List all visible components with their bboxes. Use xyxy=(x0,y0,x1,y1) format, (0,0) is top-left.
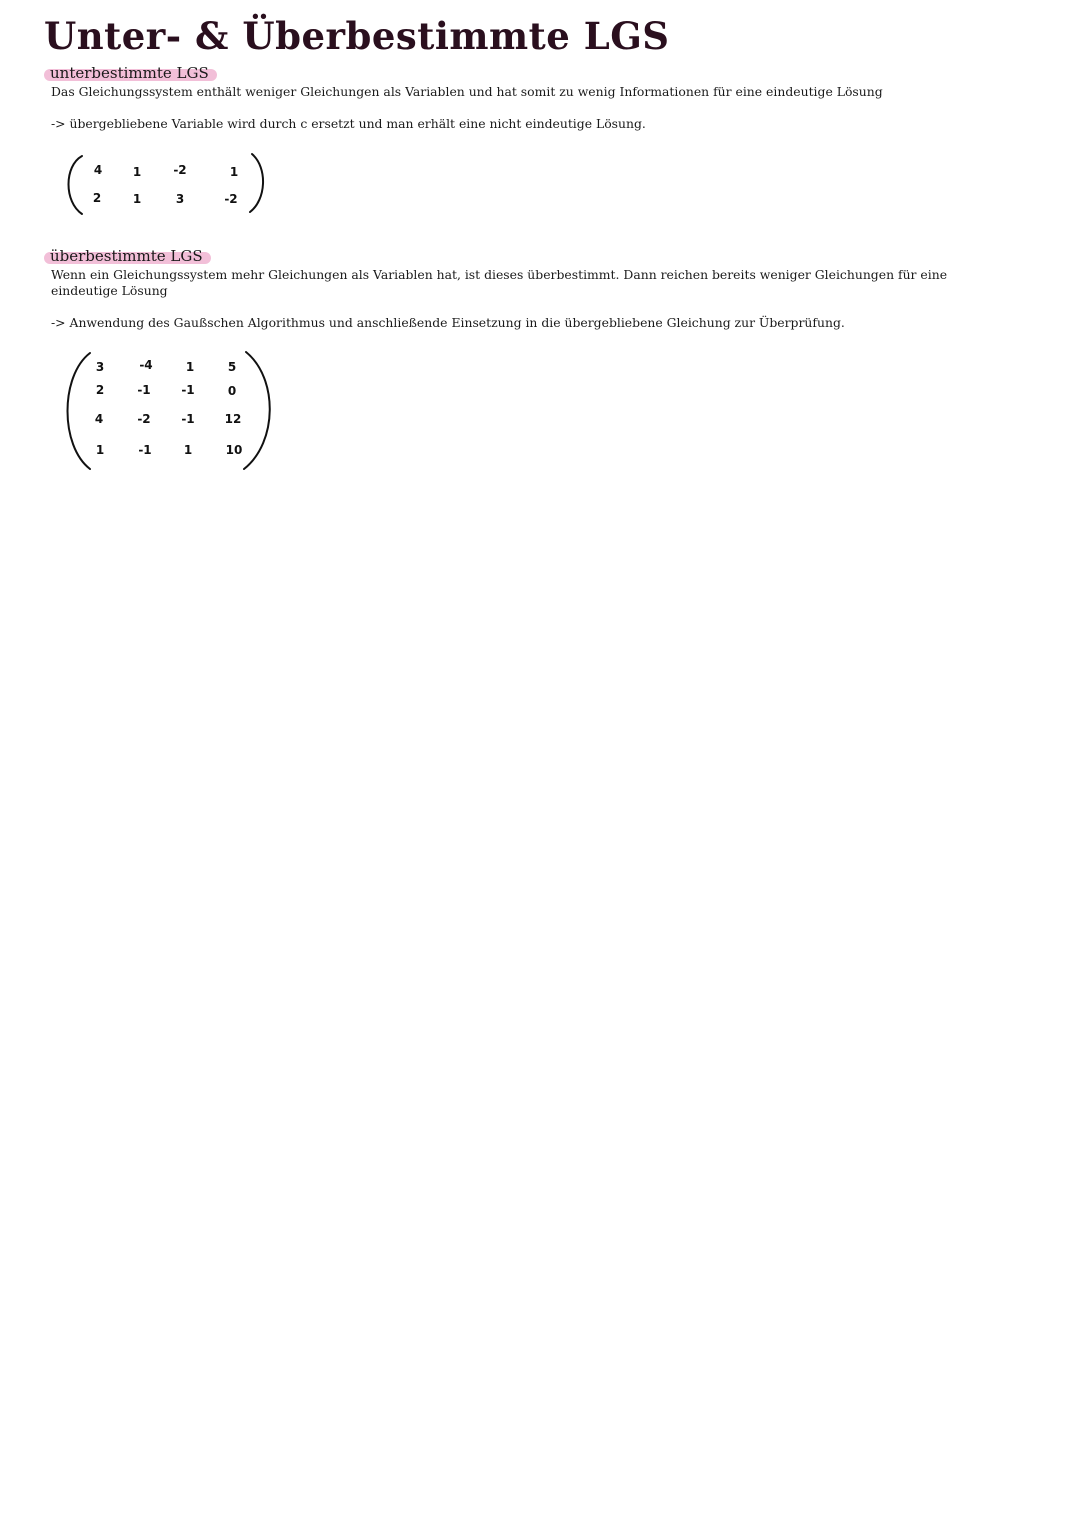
section-heading-underdetermined: unterbestimmte LGS xyxy=(44,64,215,82)
matrix-cell: 4 xyxy=(93,163,103,177)
matrix-cell: 1 xyxy=(185,360,195,374)
matrix-cell: -1 xyxy=(137,383,151,397)
matrix-cell: 1 xyxy=(95,443,105,457)
matrix-cell: -2 xyxy=(137,412,151,426)
matrix-cell: -1 xyxy=(138,443,152,457)
matrix-cell: -2 xyxy=(224,192,238,206)
matrix-underdetermined xyxy=(66,152,266,218)
section-1-paragraph-2: -> übergebliebene Variable wird durch c ersetzt und man erhält eine nicht eindeutige Lösung. xyxy=(51,116,646,131)
matrix-cell: -2 xyxy=(173,163,187,177)
section-1-paragraph-1: Das Gleichungssystem enthält weniger Gleichungen als Variablen und hat somit zu wenig Informationen für eine eindeutige Lösung xyxy=(51,84,883,99)
matrix-cell: 1 xyxy=(229,165,239,179)
matrix-cell: 2 xyxy=(92,191,102,205)
matrix-cell: 3 xyxy=(95,360,105,374)
section-heading-overdetermined: überbestimmte LGS xyxy=(44,247,209,265)
matrix-cell: 0 xyxy=(227,384,237,398)
matrix-cell: 1 xyxy=(183,443,193,457)
matrix-cell: 12 xyxy=(224,412,242,426)
matrix-cell: 2 xyxy=(95,383,105,397)
section-2-paragraph-2: -> Anwendung des Gaußschen Algorithmus und anschließende Einsetzung in die übergebliebene Gleichung zur Überprüfung. xyxy=(51,315,845,330)
page-title: Unter- & Überbestimmte LGS xyxy=(44,14,670,58)
matrix-cell: -1 xyxy=(181,383,195,397)
matrix-overdetermined xyxy=(66,350,276,472)
matrix-brackets xyxy=(66,152,266,218)
section-2-paragraph-1: Wenn ein Gleichungssystem mehr Gleichungen als Variablen hat, ist dieses überbestimmt. Dann reichen bereits weniger Gleichungen für eine eindeutige Lösung xyxy=(51,267,948,298)
matrix-cell: -4 xyxy=(139,358,153,372)
matrix-cell: 3 xyxy=(175,192,185,206)
matrix-cell: 1 xyxy=(132,192,142,206)
matrix-cell: 1 xyxy=(132,165,142,179)
matrix-cell: -1 xyxy=(181,412,195,426)
matrix-cell: 5 xyxy=(227,360,237,374)
matrix-cell: 10 xyxy=(225,443,243,457)
matrix-cell: 4 xyxy=(94,412,104,426)
